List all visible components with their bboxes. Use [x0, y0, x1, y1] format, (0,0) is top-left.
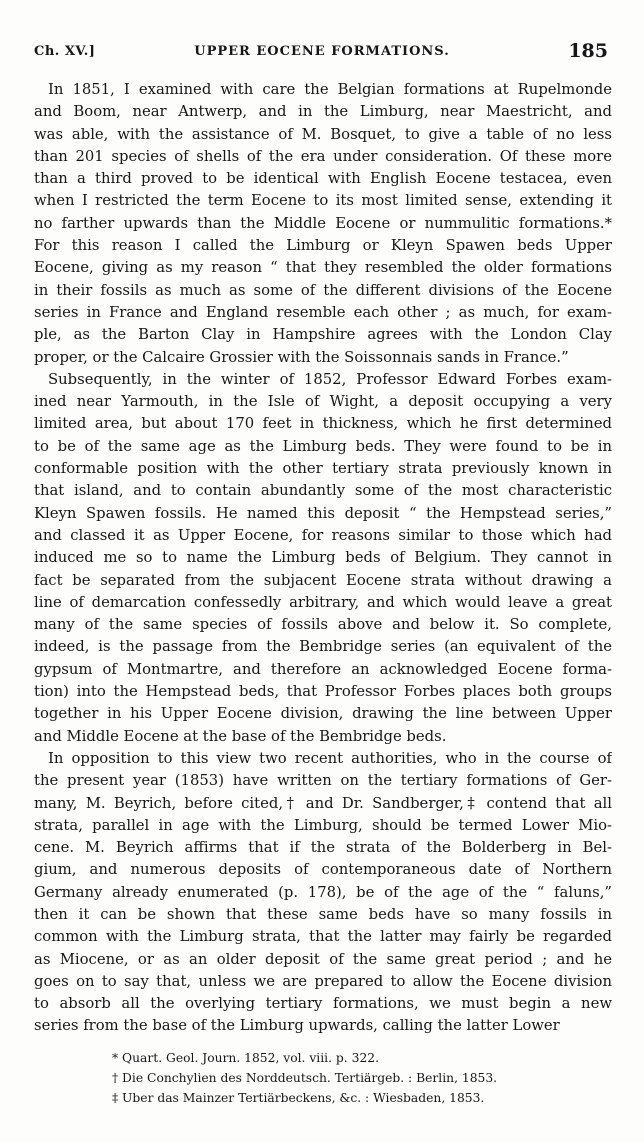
text-line: proper, or the Calcaire Grossier with the Soissonnais sands in France.” — [34, 348, 569, 366]
text-line: together in his Upper Eocene division, drawing the line between Upper — [34, 705, 612, 723]
text-line: Subsequently, in the winter of 1852, Professor Edward Forbes exam- — [48, 370, 612, 388]
text-line: many of the same species of fossils above and below it. So complete, — [34, 616, 612, 634]
text-line: than 201 species of shells of the era under consideration. Of these more — [34, 147, 612, 165]
text-line: line of demarcation confessedly arbitrary, and which would leave a great — [34, 593, 612, 611]
footnote: * Quart. Geol. Journ. 1852, vol. viii. p. 322. — [112, 1051, 379, 1065]
text-line: and classed it as Upper Eocene, for reasons similar to those which had — [34, 526, 612, 544]
page-number: 185 — [568, 40, 608, 62]
text-line: Kleyn Spawen fossils. He named this deposit “ the Hempstead series,” — [34, 504, 612, 522]
text-line: when I restricted the term Eocene to its most limited sense, extending it — [34, 192, 612, 210]
paragraph — [34, 79, 612, 369]
text-line: as Miocene, or as an older deposit of the same great period ; and he — [34, 950, 612, 968]
text-line: In 1851, I examined with care the Belgian formations at Rupelmonde — [48, 81, 612, 98]
text-line: tion) into the Hempstead beds, that Professor Forbes places both groups — [34, 683, 612, 701]
text-line: no farther upwards than the Middle Eocene or nummulitic formations.* — [34, 214, 612, 232]
text-line: fact be separated from the subjacent Eocene strata without drawing a — [34, 571, 612, 589]
text-line: limited area, but about 170 feet in thickness, which he first determined — [34, 415, 612, 433]
text-line: indeed, is the passage from the Bembridge series (an equivalent of the — [34, 638, 612, 656]
text-line: than a third proved to be identical with English Eocene testacea, even — [34, 170, 612, 188]
text-line: to be of the same age as the Limburg beds. They were found to be in — [34, 437, 612, 455]
chapter-label: Ch. XV.] — [34, 44, 96, 59]
text-line: series in France and England resemble each other ; as much, for exam- — [34, 303, 612, 321]
text-line: For this reason I called the Limburg or Kleyn Spawen beds Upper — [34, 237, 612, 255]
footnote: † Die Conchylien des Norddeutsch. Tertiärgeb. : Berlin, 1853. — [112, 1071, 498, 1085]
text-line: and Middle Eocene at the base of the Bembridge beds. — [34, 727, 447, 745]
footnote: ‡ Uber das Mainzer Tertiärbeckens, &c. : Wiesbaden, 1853. — [112, 1091, 485, 1105]
text-line: induced me so to name the Limburg beds of Belgium. They cannot in — [34, 549, 612, 567]
paragraph — [34, 748, 612, 1038]
text-line: cene. M. Beyrich affirms that if the strata of the Bolderberg in Bel- — [34, 839, 612, 857]
text-line: ined near Yarmouth, in the Isle of Wight, a deposit occupying a very — [34, 393, 612, 411]
text-line: that island, and to contain abundantly some of the most characteristic — [34, 482, 612, 500]
text-line: to absorb all the overlying tertiary formations, we must begin a new — [34, 995, 612, 1013]
running-title: UPPER EOCENE FORMATIONS. — [194, 44, 450, 59]
body-text — [34, 79, 612, 1038]
text-line: strata, parallel in age with the Limburg, should be termed Lower Mio- — [34, 816, 612, 834]
text-line: many, M. Beyrich, before cited,† and Dr. Sandberger,‡ contend that all — [34, 794, 612, 812]
text-line: In opposition to this view two recent authorities, who in the course of — [48, 749, 612, 767]
text-line: then it can be shown that these same beds have so many fossils in — [34, 905, 612, 923]
paragraph — [34, 369, 612, 748]
footnotes — [112, 1048, 612, 1108]
text-line: series from the base of the Limburg upwards, calling the latter Lower — [34, 1017, 560, 1035]
text-line: Germany already enumerated (p. 178), be of the age of the “ faluns,” — [34, 883, 612, 901]
text-line: was able, with the assistance of M. Bosquet, to give a table of no less — [34, 125, 612, 143]
text-line: gium, and numerous deposits of contemporaneous date of Northern — [34, 861, 612, 879]
text-line: and Boom, near Antwerp, and in the Limburg, near Maestricht, and — [34, 103, 612, 121]
text-line: conformable position with the other tertiary strata previously known in — [34, 460, 612, 478]
text-line: the present year (1853) have written on the tertiary formations of Ger- — [34, 772, 612, 790]
text-line: goes on to say that, unless we are prepared to allow the Eocene division — [34, 972, 612, 990]
text-line: in their fossils as much as some of the different divisions of the Eocene — [34, 281, 612, 299]
text-line: ple, as the Barton Clay in Hampshire agrees with the London Clay — [34, 326, 612, 344]
text-line: common with the Limburg strata, that the latter may fairly be regarded — [34, 928, 612, 946]
text-line: Eocene, giving as my reason “ that they resembled the older formations — [34, 259, 612, 277]
text-line: gypsum of Montmartre, and therefore an acknowledged Eocene forma- — [34, 660, 612, 678]
running-header — [34, 40, 610, 64]
